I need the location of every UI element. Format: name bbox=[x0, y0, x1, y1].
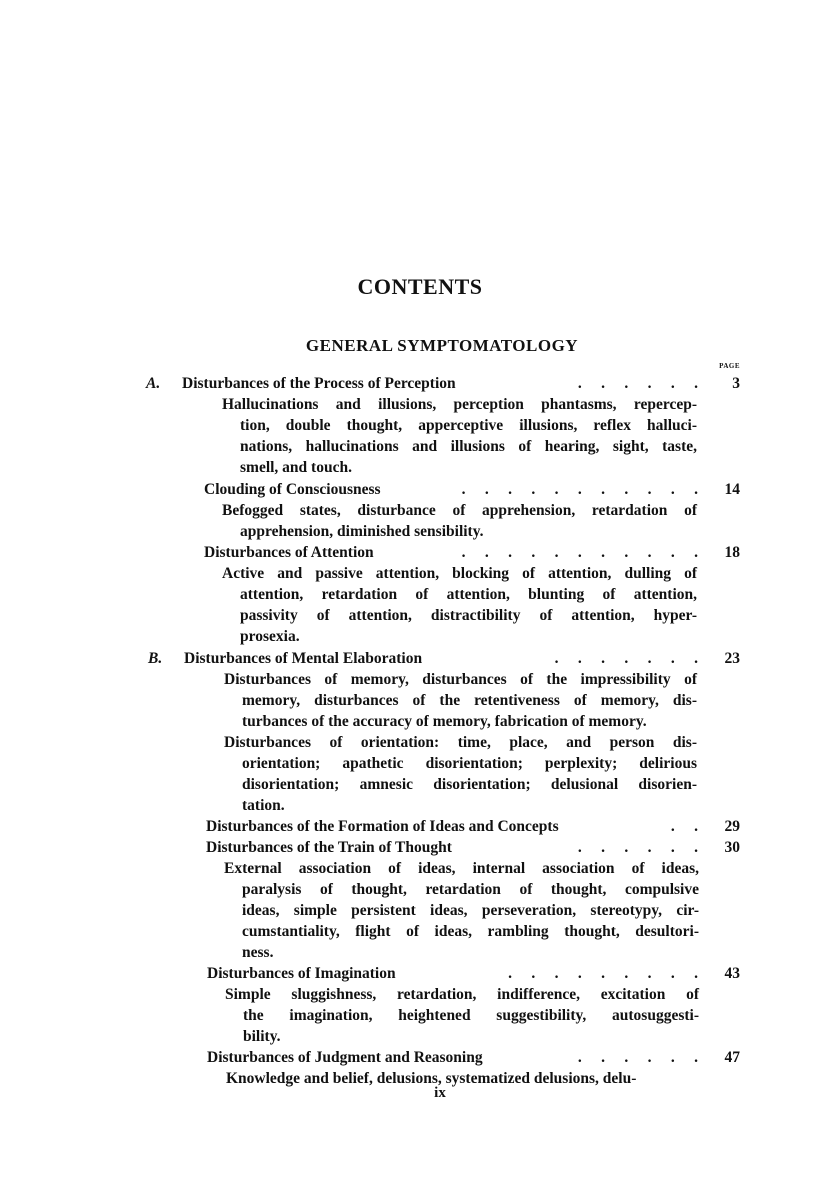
leader-dots: . . . . . . bbox=[577, 375, 698, 392]
leader-dots: . . . . . . bbox=[577, 1049, 698, 1066]
description-line: Hallucinations and illusions, perception phantasms, repercep- bbox=[222, 396, 697, 413]
leader-dots: . . . . . . bbox=[577, 839, 698, 856]
entry-title: Disturbances of the Formation of Ideas and Concepts bbox=[206, 818, 559, 835]
entry-title: Disturbances of the Process of Perception bbox=[182, 375, 456, 392]
section-heading: GENERAL SYMPTOMATOLOGY bbox=[305, 336, 579, 355]
entry-description bbox=[222, 394, 697, 478]
page-number: 18 bbox=[724, 544, 740, 561]
entry-title: Disturbances of the Train of Thought bbox=[206, 839, 452, 856]
toc-entry[interactable] bbox=[0, 542, 840, 563]
description-line: ness. bbox=[242, 944, 274, 961]
description-line: External association of ideas, internal association of ideas, bbox=[224, 860, 699, 877]
toc-entry[interactable] bbox=[0, 373, 840, 394]
leader-dots: . . . . . . . . . bbox=[508, 965, 698, 982]
entry-description bbox=[222, 563, 697, 647]
toc-entry[interactable] bbox=[0, 479, 840, 500]
toc-entry[interactable] bbox=[0, 648, 840, 669]
toc-entry[interactable] bbox=[0, 963, 840, 984]
page-number: 14 bbox=[724, 481, 740, 498]
page-number: 43 bbox=[724, 965, 740, 982]
entry-description bbox=[222, 500, 697, 542]
description-line: Disturbances of memory, disturbances of the impressibility of bbox=[224, 671, 697, 688]
entry-description bbox=[224, 858, 699, 963]
leader-dots: . . . . . . . bbox=[554, 650, 698, 667]
description-line: Disturbances of orientation: time, place, and person dis- bbox=[224, 734, 697, 751]
description-line: nations, hallucinations and illusions of hearing, sight, taste, bbox=[240, 438, 697, 455]
description-line: attention, retardation of attention, blunting of attention, bbox=[240, 586, 697, 603]
description-line: orientation; apathetic disorientation; perplexity; delirious bbox=[242, 755, 697, 772]
page-number: 3 bbox=[732, 375, 740, 392]
page-folio: ix bbox=[434, 1085, 446, 1101]
description-line: Simple sluggishness, retardation, indifference, excitation of bbox=[225, 986, 699, 1003]
page-number: 29 bbox=[724, 818, 740, 835]
description-line: bility. bbox=[243, 1028, 281, 1045]
description-line: prosexia. bbox=[240, 628, 300, 645]
entry-description bbox=[224, 732, 697, 816]
description-line: passivity of attention, distractibility of attention, hyper- bbox=[240, 607, 697, 624]
description-line: memory, disturbances of the retentiveness of memory, dis- bbox=[242, 692, 697, 709]
description-line: smell, and touch. bbox=[240, 459, 352, 476]
entry-title: Disturbances of Attention bbox=[204, 544, 374, 561]
description-line: apprehension, diminished sensibility. bbox=[240, 523, 484, 540]
page-number: 30 bbox=[724, 839, 740, 856]
leader-dots: . . bbox=[670, 818, 698, 835]
page-number: 47 bbox=[724, 1049, 740, 1066]
entry-title: Disturbances of Imagination bbox=[207, 965, 396, 982]
page-column-heading: PAGE bbox=[719, 362, 740, 370]
description-line: the imagination, heightened suggestibility, autosuggesti- bbox=[243, 1007, 699, 1024]
section-letter: A. bbox=[146, 375, 161, 392]
section-letter: B. bbox=[148, 650, 163, 667]
description-line: tation. bbox=[242, 797, 285, 814]
toc-entry[interactable] bbox=[0, 1047, 840, 1068]
description-line: paralysis of thought, retardation of thought, compulsive bbox=[242, 881, 699, 898]
toc-entry[interactable] bbox=[0, 816, 840, 837]
description-line: disorientation; amnesic disorientation; delusional disorien- bbox=[242, 776, 697, 793]
description-line: ideas, simple persistent ideas, perseveration, stereotypy, cir- bbox=[242, 902, 699, 919]
entry-description bbox=[224, 669, 697, 732]
description-line: Active and passive attention, blocking of attention, dulling of bbox=[222, 565, 697, 582]
toc-entry[interactable] bbox=[0, 837, 840, 858]
entry-title: Clouding of Consciousness bbox=[204, 481, 381, 498]
description-line: tion, double thought, apperceptive illusions, reflex halluci- bbox=[240, 417, 697, 434]
description-line: turbances of the accuracy of memory, fabrication of memory. bbox=[242, 713, 647, 730]
description-line: cumstantiality, flight of ideas, rambling thought, desultori- bbox=[242, 923, 699, 940]
entry-description bbox=[225, 984, 699, 1047]
entry-title: Disturbances of Judgment and Reasoning bbox=[207, 1049, 483, 1066]
leader-dots: . . . . . . . . . . . bbox=[461, 544, 698, 561]
description-line: Knowledge and belief, delusions, systematized delusions, delu- bbox=[226, 1070, 637, 1087]
page-title: CONTENTS bbox=[357, 274, 483, 299]
entry-title: Disturbances of Mental Elaboration bbox=[184, 650, 423, 667]
page-number: 23 bbox=[724, 650, 740, 667]
description-line: Befogged states, disturbance of apprehension, retardation of bbox=[222, 502, 697, 519]
leader-dots: . . . . . . . . . . . bbox=[461, 481, 698, 498]
